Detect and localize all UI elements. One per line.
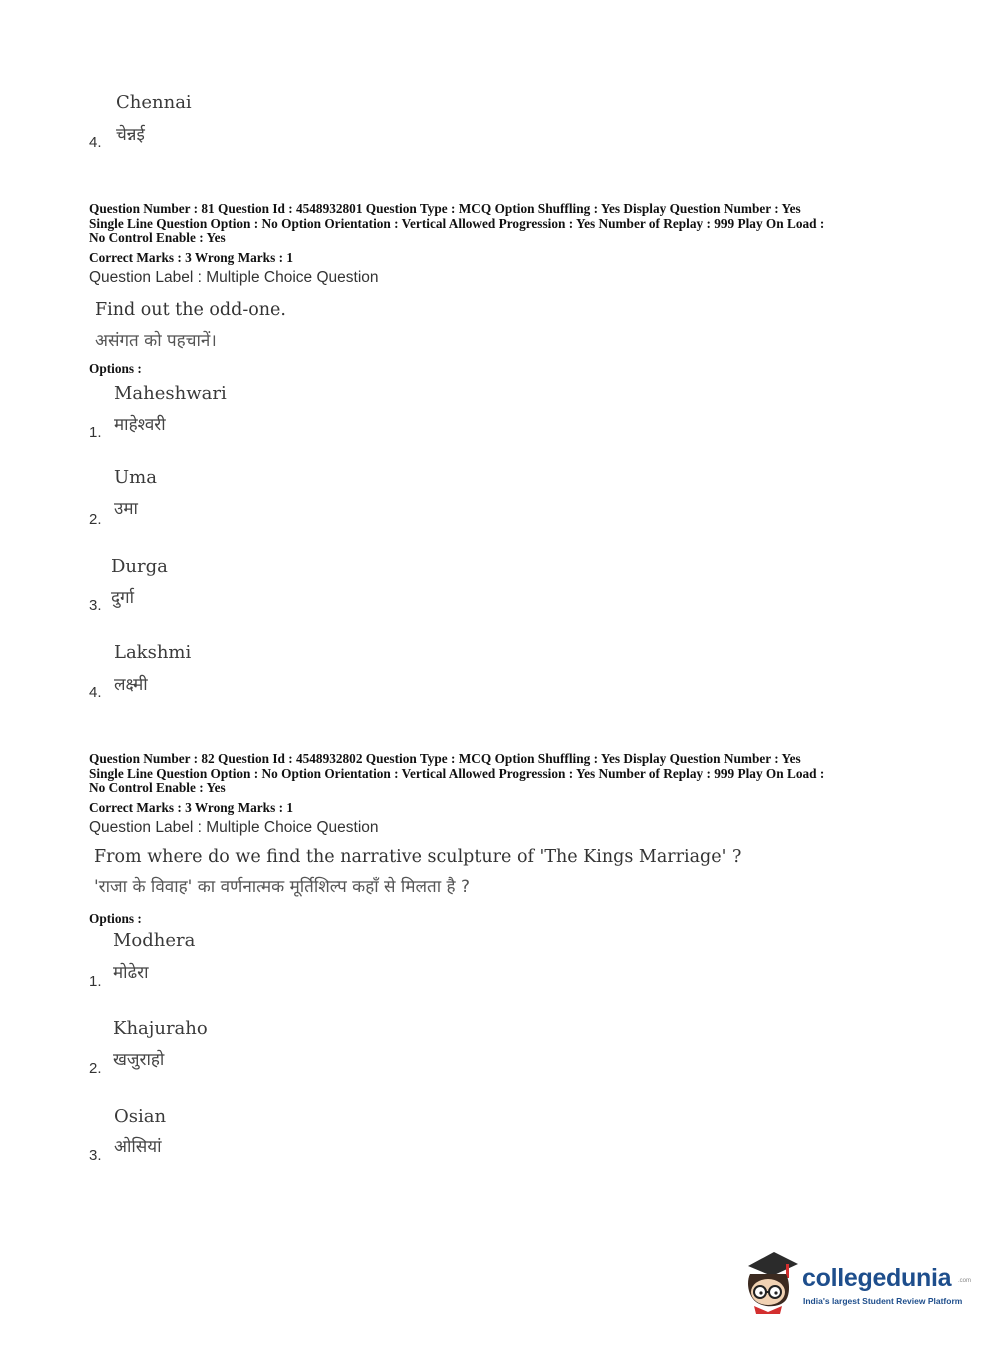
option-text-hi: उमा — [114, 499, 138, 519]
option-number: 2. — [89, 511, 102, 528]
options-label: Options : — [89, 361, 142, 376]
question-meta — [89, 202, 824, 246]
option-text-en: Chennai — [116, 92, 192, 113]
option-text-hi: खजुराहो — [113, 1050, 165, 1070]
option-text-en: Modhera — [113, 930, 196, 951]
option-text-en: Maheshwari — [114, 383, 227, 404]
question-label: Question Label : Multiple Choice Question — [89, 269, 379, 286]
brand-name: collegedunia — [802, 1264, 952, 1292]
question-text-hi: असंगत को पहचानें। — [95, 331, 217, 351]
question-label: Question Label : Multiple Choice Question — [89, 819, 379, 836]
option-text-en: Uma — [114, 467, 157, 488]
collegedunia-logo[interactable] — [740, 1248, 980, 1318]
option-text-hi: ओसियां — [114, 1137, 162, 1157]
question-meta — [89, 752, 824, 796]
meta-line: No Control Enable : Yes — [89, 780, 226, 795]
option-text-en: Khajuraho — [113, 1018, 208, 1039]
option-text-en: Osian — [114, 1106, 167, 1127]
option-text-en: Durga — [111, 556, 168, 577]
option-number: 4. — [89, 684, 102, 701]
option-number: 1. — [89, 424, 102, 441]
option-number: 3. — [89, 1147, 102, 1164]
option-text-hi: चेन्नई — [116, 125, 145, 145]
brand-tagline: India's largest Student Review Platform — [803, 1296, 963, 1306]
options-label: Options : — [89, 911, 142, 926]
meta-line: No Control Enable : Yes — [89, 230, 226, 245]
meta-line: Question Number : 82 Question Id : 4548932802 Question Type : MCQ Option Shuffling : Yes Display Question Number : Yes — [89, 751, 801, 766]
option-number: 2. — [89, 1060, 102, 1077]
marks-info: Correct Marks : 3 Wrong Marks : 1 — [89, 800, 293, 815]
option-text-en: Lakshmi — [114, 642, 192, 663]
option-text-hi: लक्ष्मी — [114, 675, 148, 695]
option-text-hi: माहेश्वरी — [114, 415, 166, 435]
mascot-icon — [740, 1248, 800, 1314]
meta-line: Single Line Question Option : No Option Orientation : Vertical Allowed Progression : Yes Number of Replay : 999 Play On Load : — [89, 765, 825, 781]
option-text-hi: मोढेरा — [113, 963, 149, 983]
question-text-hi: 'राजा के विवाह' का वर्णनात्मक मूर्तिशिल्प कहाँ से मिलता है ? — [94, 877, 470, 897]
option-number: 4. — [89, 134, 102, 151]
brand-domain: .com — [958, 1278, 972, 1284]
marks-info: Correct Marks : 3 Wrong Marks : 1 — [89, 250, 293, 265]
meta-line: Single Line Question Option : No Option Orientation : Vertical Allowed Progression : Yes Number of Replay : 999 Play On Load : — [89, 215, 825, 231]
question-text-en: Find out the odd-one. — [95, 300, 286, 320]
meta-line: Question Number : 81 Question Id : 4548932801 Question Type : MCQ Option Shuffling : Yes Display Question Number : Yes — [89, 201, 801, 216]
option-number: 3. — [89, 597, 102, 614]
option-text-hi: दुर्गा — [111, 588, 135, 608]
option-number: 1. — [89, 973, 102, 990]
question-text-en: From where do we find the narrative sculpture of 'The Kings Marriage' ? — [94, 847, 742, 867]
